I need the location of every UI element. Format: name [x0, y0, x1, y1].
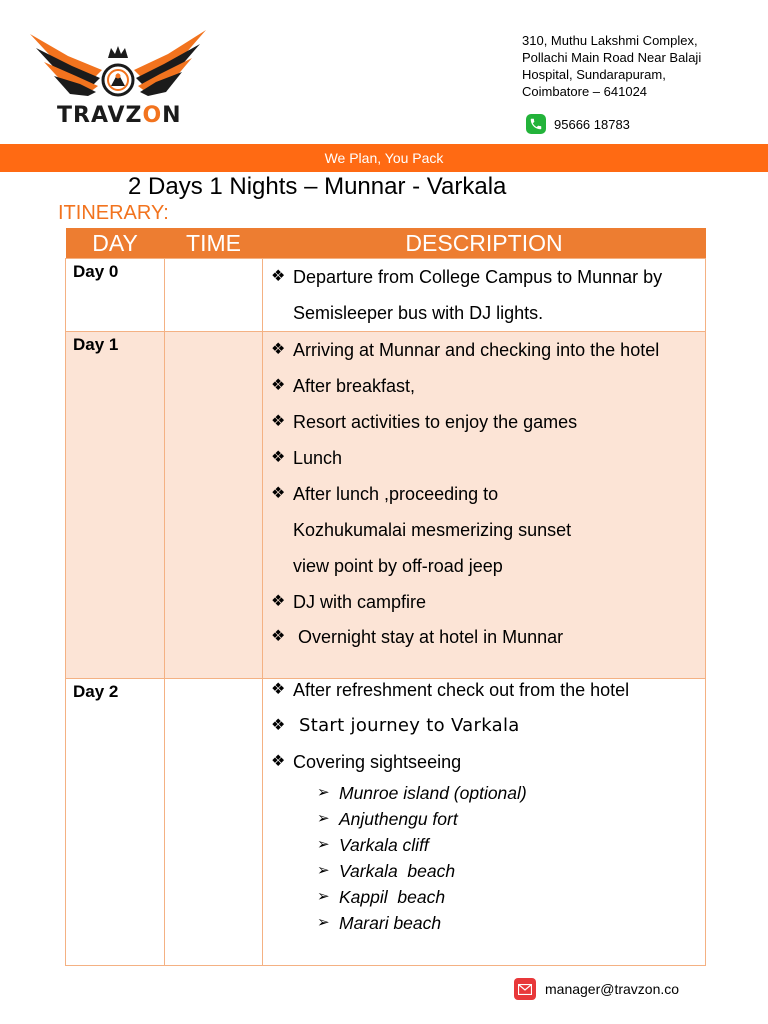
list-item: ❖ Departure from College Campus to Munnar by Semisleeper bus with DJ lights.	[293, 259, 705, 331]
sight-item: ➢ Varkala cliff	[339, 832, 705, 858]
table-row	[66, 259, 706, 332]
email-contact[interactable]	[514, 978, 679, 1000]
trip-title: 2 Days 1 Nights – Munnar - Varkala	[128, 173, 507, 200]
list-item: ❖ After lunch ,proceeding to Kozhukumalai mesmerizing sunset view point by off-road jeep	[293, 476, 705, 584]
description-cell	[263, 679, 706, 966]
brand-name: TRAVZON	[57, 103, 182, 128]
list-item: ❖ DJ with campfire	[293, 584, 705, 620]
diamond-bullet-icon: ❖	[271, 717, 286, 734]
sight-item: ➢ Kappil beach	[339, 884, 705, 910]
tagline: We Plan, You Pack	[324, 150, 444, 166]
table-header-row	[66, 228, 706, 259]
phone-number: 95666 18783	[554, 116, 630, 132]
day-cell: Day 0	[66, 259, 165, 332]
address-line: 310, Muthu Lakshmi Complex,	[522, 33, 698, 48]
list-item: ❖ Overnight stay at hotel in Munnar	[293, 620, 705, 654]
arrow-bullet-icon: ➢	[317, 888, 330, 905]
diamond-bullet-icon: ❖	[271, 413, 286, 430]
description-cell	[263, 259, 706, 332]
envelope-icon	[514, 978, 536, 1000]
diamond-bullet-icon: ❖	[271, 681, 286, 698]
header-description: DESCRIPTION	[263, 228, 706, 259]
time-cell	[165, 332, 263, 679]
tagline-bar	[0, 144, 768, 172]
company-address	[522, 32, 701, 100]
diamond-bullet-icon: ❖	[271, 341, 286, 358]
time-cell	[165, 679, 263, 966]
itinerary-table	[65, 228, 706, 966]
table-row	[66, 332, 706, 679]
description-cell	[263, 332, 706, 679]
diamond-bullet-icon: ❖	[271, 268, 286, 285]
phone-contact[interactable]	[526, 114, 630, 134]
arrow-bullet-icon: ➢	[317, 914, 330, 931]
sight-item: ➢ Varkala beach	[339, 858, 705, 884]
arrow-bullet-icon: ➢	[317, 784, 330, 801]
itinerary-label: ITINERARY:	[58, 202, 169, 224]
diamond-bullet-icon: ❖	[271, 377, 286, 394]
diamond-bullet-icon: ❖	[271, 753, 286, 770]
day-cell: Day 2	[66, 679, 165, 966]
email-address: manager@travzon.co	[545, 981, 680, 997]
sight-item: ➢ Marari beach	[339, 910, 705, 936]
header-time: TIME	[165, 228, 263, 259]
sight-item: ➢ Munroe island (optional)	[339, 780, 705, 806]
address-line: Hospital, Sundarapuram,	[522, 67, 666, 82]
day-cell: Day 1	[66, 332, 165, 679]
time-cell	[165, 259, 263, 332]
arrow-bullet-icon: ➢	[317, 862, 330, 879]
sight-item: ➢ Anjuthengu fort	[339, 806, 705, 832]
list-item: ❖ Lunch	[293, 440, 705, 476]
phone-icon	[526, 114, 546, 134]
list-item: ❖ After breakfast,	[293, 368, 705, 404]
list-item: ❖ Covering sightseeing	[293, 744, 705, 780]
list-item: ❖ Arriving at Munnar and checking into the hotel	[293, 332, 705, 368]
list-item: ❖ Resort activities to enjoy the games	[293, 404, 705, 440]
diamond-bullet-icon: ❖	[271, 485, 286, 502]
arrow-bullet-icon: ➢	[317, 810, 330, 827]
arrow-bullet-icon: ➢	[317, 836, 330, 853]
address-line: Coimbatore – 641024	[522, 84, 648, 99]
header-day: DAY	[66, 228, 165, 259]
diamond-bullet-icon: ❖	[271, 628, 286, 645]
address-line: Pollachi Main Road Near Balaji	[522, 50, 702, 65]
diamond-bullet-icon: ❖	[271, 593, 286, 610]
list-item: ❖ Start journey to Varkala	[293, 708, 705, 744]
list-item: ❖ After refreshment check out from the hotel	[293, 672, 705, 708]
diamond-bullet-icon: ❖	[271, 449, 286, 466]
table-row	[66, 679, 706, 966]
